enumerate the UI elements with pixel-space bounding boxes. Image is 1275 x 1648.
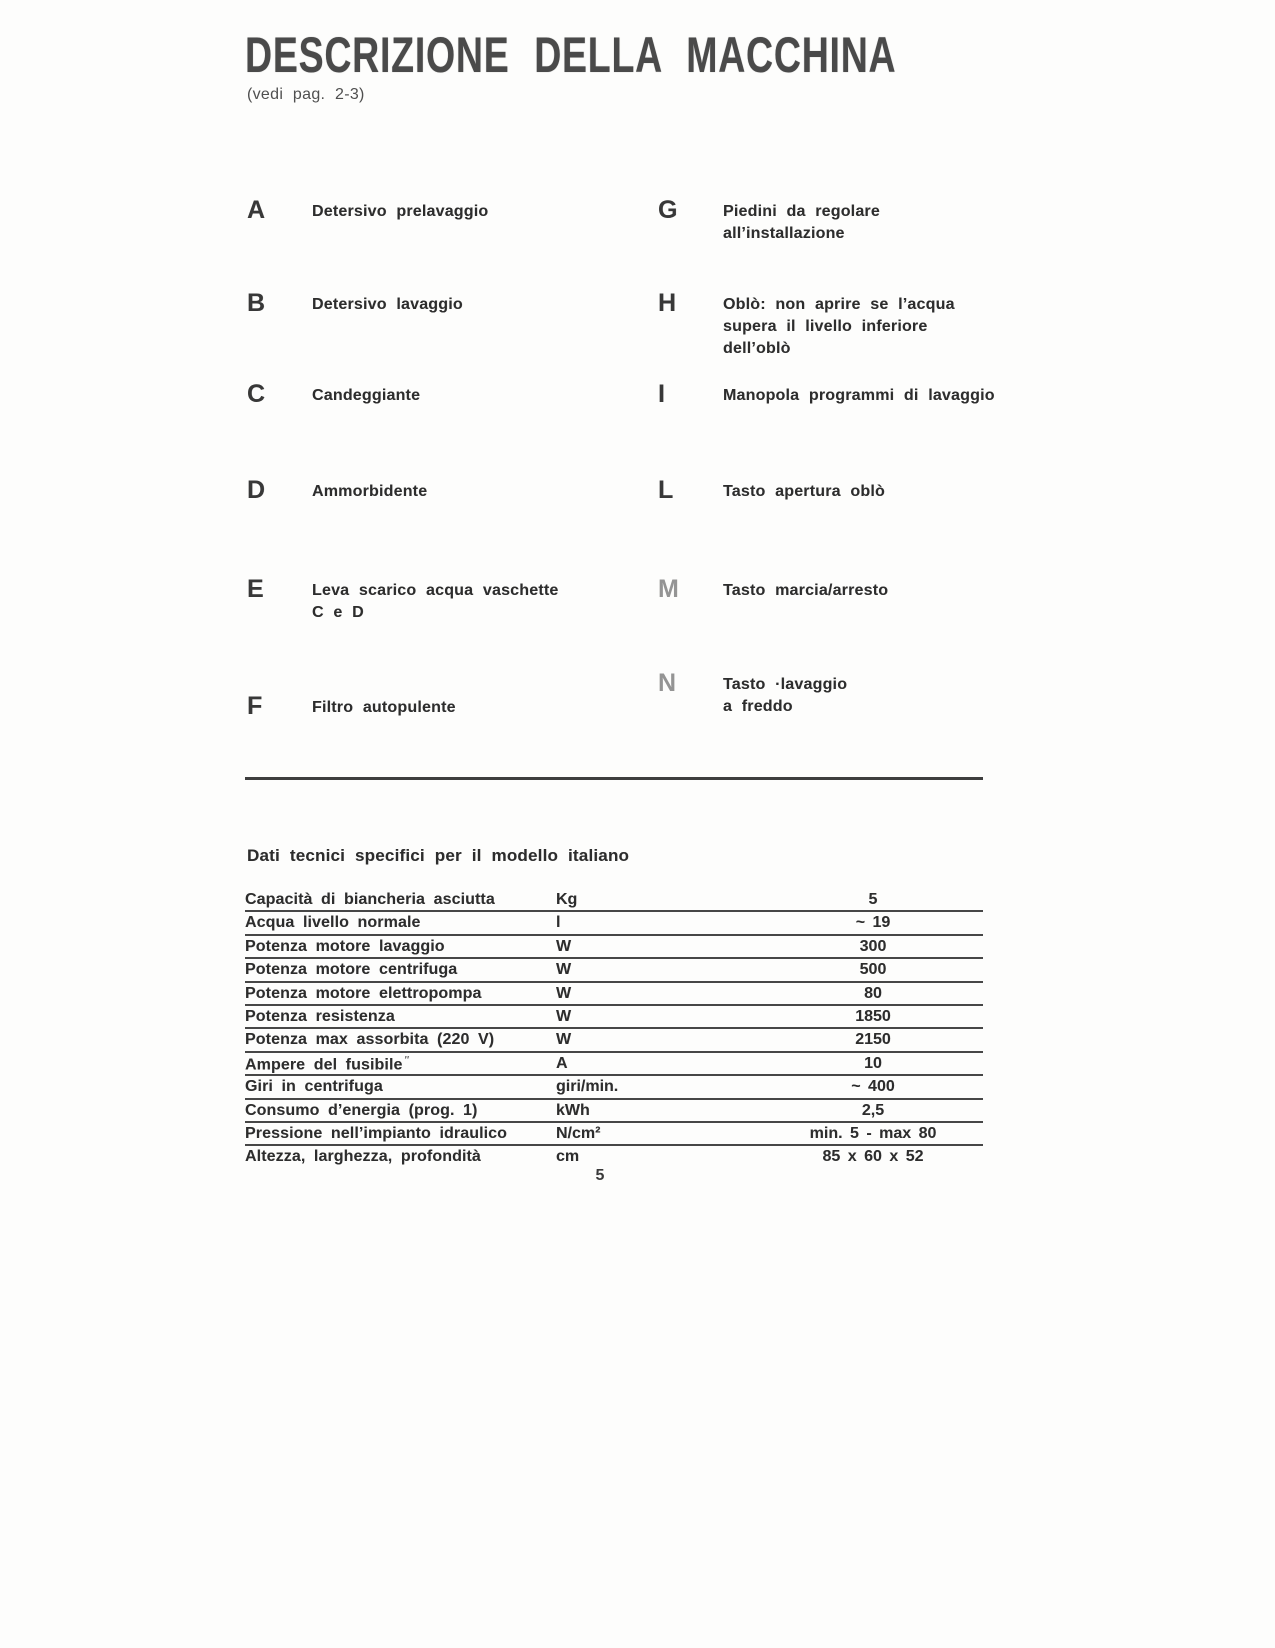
part-item-a [247, 196, 489, 224]
row-value: 85 x 60 x 52 [822, 1148, 924, 1166]
part-letter: H [658, 289, 677, 317]
part-letter: D [247, 476, 266, 504]
part-label: Detersivo prelavaggio [312, 203, 489, 220]
row-value: 500 [859, 961, 887, 979]
part-letter: F [247, 692, 263, 720]
page-title: DESCRIZIONE DELLA MACCHINA [245, 27, 897, 83]
table-row [245, 1100, 983, 1123]
row-unit: kWh [556, 1101, 590, 1119]
part-label: dell’oblò [723, 340, 791, 357]
part-label: Oblò: non aprire se l’acqua [723, 296, 955, 313]
row-label: Potenza motore centrifuga [245, 961, 458, 979]
part-label: Detersivo lavaggio [312, 296, 463, 313]
table-row [245, 983, 983, 1006]
row-label: Altezza, larghezza, profondità [245, 1148, 481, 1166]
part-letter: B [247, 289, 266, 317]
part-item-m [658, 575, 889, 603]
row-unit: W [556, 1007, 572, 1025]
row-value: 2150 [855, 1031, 891, 1049]
page-subtitle: (vedi pag. 2-3) [247, 86, 365, 103]
row-value: 1850 [855, 1007, 891, 1025]
row-value: 10 [864, 1054, 882, 1072]
part-label: Tasto apertura oblò [723, 483, 885, 500]
table-row [245, 959, 983, 982]
row-value: 300 [859, 937, 887, 955]
row-unit: A [556, 1054, 568, 1072]
row-unit: l [556, 914, 561, 932]
part-item-i [658, 380, 995, 408]
row-value: 80 [864, 984, 882, 1002]
row-label: Acqua livello normale [245, 914, 421, 932]
part-letter: E [247, 575, 264, 603]
part-item-d [247, 476, 428, 504]
row-unit: W [556, 984, 572, 1002]
page-number: 5 [595, 1167, 605, 1184]
row-unit: giri/min. [556, 1078, 619, 1096]
row-value: min. 5 - max 80 [809, 1124, 937, 1142]
row-unit: Kg [556, 891, 578, 908]
part-label: Filtro autopulente [312, 699, 456, 716]
part-item-c [247, 380, 421, 408]
row-label: Consumo d’energia (prog. 1) [245, 1101, 478, 1119]
part-item-g [658, 196, 880, 245]
tech-data-table [245, 889, 983, 1170]
part-item-n [658, 669, 848, 718]
row-label: Ampere del fusibile ″ [245, 1054, 410, 1074]
part-label: Piedini da regolare [723, 203, 880, 220]
row-value: ~ 400 [851, 1078, 895, 1096]
row-label: Potenza max assorbita (220 V) [245, 1031, 495, 1049]
row-unit: N/cm² [556, 1124, 601, 1142]
table-row [245, 1123, 983, 1146]
row-label: Pressione nell’impianto idraulico [245, 1124, 508, 1142]
part-label: Leva scarico acqua vaschette [312, 582, 559, 599]
row-label: Capacità di biancheria asciutta [245, 891, 495, 908]
part-item-l [658, 476, 885, 504]
row-label: Potenza resistenza [245, 1007, 395, 1025]
table-row [245, 1053, 983, 1076]
part-label: Manopola programmi di lavaggio [723, 387, 995, 404]
part-letter: C [247, 380, 266, 408]
part-label: all’installazione [723, 225, 845, 242]
part-letter: M [658, 575, 679, 603]
part-letter: A [247, 196, 266, 224]
table-row [245, 1029, 983, 1052]
part-label: a freddo [723, 698, 793, 715]
part-letter: G [658, 196, 678, 224]
part-label: Tasto marcia/arresto [723, 582, 889, 599]
row-unit: W [556, 937, 572, 955]
part-item-f [247, 692, 456, 720]
row-unit: W [556, 1031, 572, 1049]
table-row [245, 936, 983, 959]
table-row [245, 912, 983, 935]
part-item-e [247, 575, 559, 624]
part-label: supera il livello inferiore [723, 318, 928, 335]
part-label: Candeggiante [312, 387, 421, 404]
row-value: 2,5 [861, 1101, 885, 1119]
part-label: Ammorbidente [312, 483, 428, 500]
part-label: C e D [312, 604, 364, 621]
footnote-mark: ″ [404, 1054, 410, 1066]
tech-data-heading: Dati tecnici specifici per il modello italiano [247, 846, 630, 865]
row-unit: cm [556, 1148, 580, 1166]
table-row [245, 1076, 983, 1099]
row-unit: W [556, 961, 572, 979]
section-divider [245, 777, 983, 780]
row-label: Potenza motore lavaggio [245, 937, 445, 955]
part-letter: I [658, 380, 665, 408]
row-value: 5 [868, 891, 878, 908]
part-label: Tasto ·lavaggio [723, 676, 848, 693]
table-row [245, 889, 983, 912]
row-label: Giri in centrifuga [245, 1078, 383, 1096]
part-letter: L [658, 476, 674, 504]
table-row [245, 1006, 983, 1029]
part-item-h [658, 289, 955, 360]
part-letter: N [658, 669, 677, 697]
row-label: Potenza motore elettropompa [245, 984, 482, 1002]
part-item-b [247, 289, 463, 317]
row-value: ~ 19 [855, 914, 891, 932]
